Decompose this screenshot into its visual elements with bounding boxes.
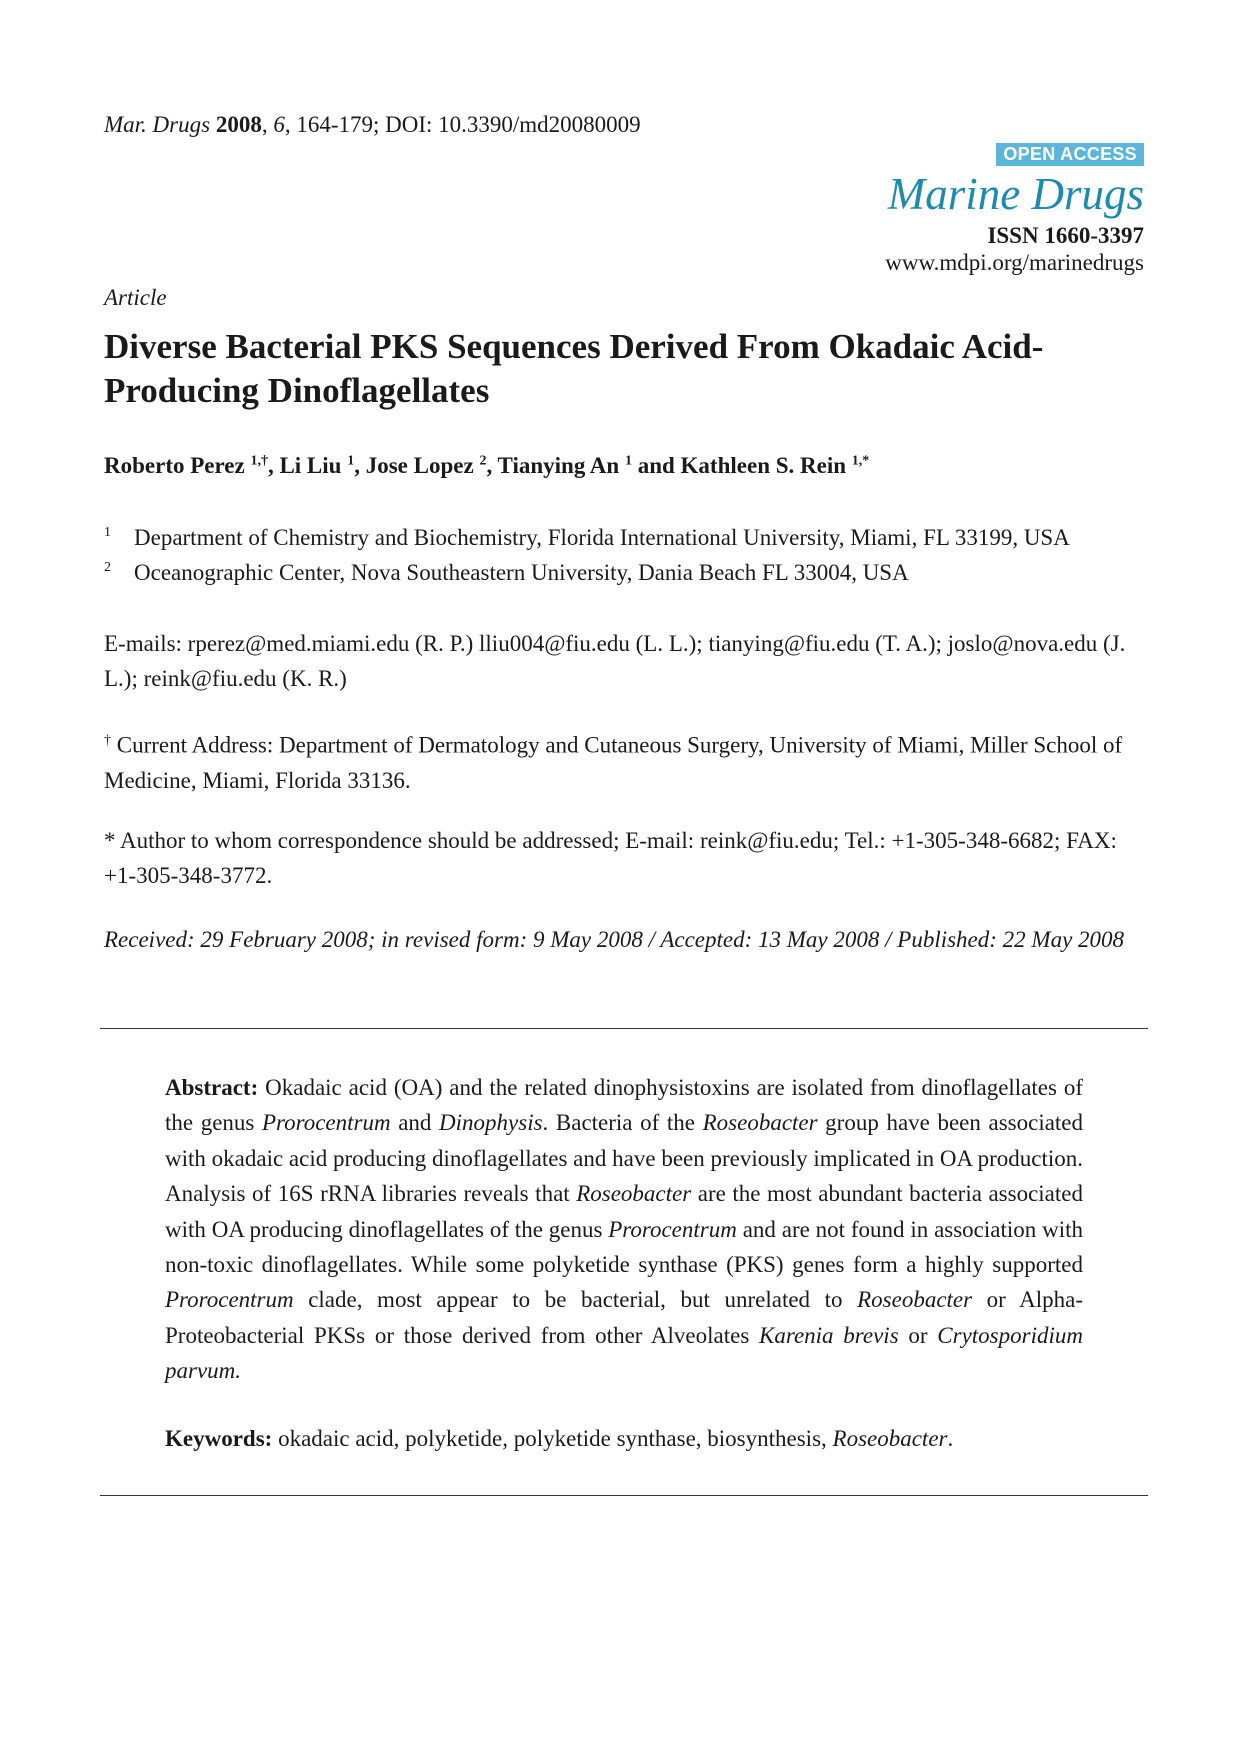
keywords-text: okadaic acid, polyketide, polyketide synthase, biosynthesis, bbox=[272, 1426, 833, 1451]
publication-dates: Received: 29 February 2008; in revised form: 9 May 2008 / Accepted: 13 May 2008 / Published: 22 May 2008 bbox=[104, 927, 1125, 952]
author-name: Jose Lopez bbox=[365, 453, 474, 478]
citation-rest: , 164-179; DOI: 10.3390/md20080009 bbox=[284, 112, 641, 137]
keywords bbox=[165, 1426, 1083, 1452]
abstract-text: . Bacteria of the bbox=[542, 1110, 703, 1136]
abstract-text: clade, most appear to be bacterial, but unrelated to bbox=[293, 1287, 858, 1313]
abstract-italic: Prorocentrum bbox=[165, 1287, 294, 1313]
emails: E-mails: rperez@med.miami.edu (R. P.) lliu004@fiu.edu (L. L.); tianying@fiu.edu (T. A.); joslo@nova.edu (J. L.); reink@fiu.edu (K. R.) bbox=[104, 631, 1126, 691]
citation-line: Mar. Drugs 2008, 6, 164-179; DOI: 10.3390/md20080009 bbox=[104, 112, 641, 137]
abstract bbox=[165, 1070, 1083, 1389]
abstract-italic: Roseobacter bbox=[857, 1287, 973, 1313]
paper-title: Diverse Bacterial PKS Sequences Derived From Okadaic Acid-Producing Dinoflagellates bbox=[104, 327, 1044, 410]
abstract-text: and are not found in association with non-toxic dinoflagellates. While some polyketide synthase (PKS) genes form a highly supported bbox=[165, 1216, 1083, 1278]
current-address bbox=[104, 723, 1144, 798]
author-list: Roberto Perez $^{1,\dagger}$, Li Liu $^1$, Jose Lopez $^2$, Tianying An $^1$ and Kathleen S. Rein $^{1,*}$ bbox=[104, 453, 870, 478]
abstract-text: group have been associated with okadaic acid producing dinoflagellates and have been previously implicated in OA production. Analysis of 16S rRNA libraries reveals that bbox=[165, 1110, 1084, 1207]
article-type: Article bbox=[104, 285, 167, 310]
abstract-text: or bbox=[898, 1322, 938, 1348]
affiliation-1 bbox=[104, 525, 1144, 551]
issn: ISSN 1660-3397 bbox=[987, 223, 1144, 248]
abstract-italic: Roseobacter bbox=[576, 1181, 692, 1207]
author-name: Roberto Perez bbox=[104, 453, 245, 478]
keywords-end: . bbox=[947, 1426, 954, 1451]
citation-year: 2008 bbox=[215, 112, 262, 137]
abstract-text: are the most abundant bacteria associated with OA producing dinoflagellates of the genus bbox=[165, 1181, 1083, 1242]
author-name: Tianying An bbox=[497, 453, 620, 478]
affiliation-number: 2 bbox=[104, 560, 111, 576]
affiliation-number: 1 bbox=[104, 525, 111, 541]
abstract-italic: Karenia brevis bbox=[759, 1322, 899, 1348]
author-affil-mark: 1 bbox=[347, 453, 355, 469]
citation-journal: Mar. Drugs bbox=[104, 112, 211, 137]
abstract-italic: Crytosporidium parvum. bbox=[165, 1322, 1083, 1384]
abstract-italic: Prorocentrum bbox=[608, 1216, 737, 1242]
abstract-italic: Roseobacter bbox=[702, 1110, 818, 1136]
author-affil-mark: 1 bbox=[624, 453, 632, 469]
abstract-text: or Alpha-Proteobacterial PKSs or those derived from other Alveolates bbox=[165, 1287, 1084, 1348]
abstract-text: and bbox=[390, 1110, 440, 1136]
abstract-italic: Prorocentrum bbox=[261, 1110, 391, 1136]
open-access-badge: OPEN ACCESS bbox=[996, 143, 1144, 166]
dagger-mark: † bbox=[104, 733, 111, 748]
abstract-italic: Dinophysis bbox=[439, 1110, 543, 1136]
journal-url[interactable]: www.mdpi.org/marinedrugs bbox=[885, 250, 1144, 275]
keywords-italic: Roseobacter bbox=[832, 1426, 948, 1451]
author-affil-mark: 1,† bbox=[250, 453, 268, 469]
keywords-label: Keywords: bbox=[165, 1426, 273, 1451]
author-name: Li Liu bbox=[279, 453, 342, 478]
affiliation-text: Department of Chemistry and Biochemistry, Florida International University, Miami, FL 33199, USA bbox=[134, 525, 1070, 550]
author-affil-mark: 2 bbox=[479, 453, 487, 469]
author-name: Kathleen S. Rein bbox=[680, 453, 847, 478]
abstract-label: Abstract: bbox=[165, 1075, 259, 1100]
correspondence: * Author to whom correspondence should be addressed; E-mail: reink@fiu.edu; Tel.: +1-305-348-6682; FAX: +1-305-348-3772. bbox=[104, 828, 1117, 888]
affiliation-text: Oceanographic Center, Nova Southeastern University, Dania Beach FL 33004, USA bbox=[134, 560, 909, 585]
divider-top bbox=[100, 1028, 1148, 1029]
author-affil-mark: 1,* bbox=[851, 453, 870, 469]
journal-name: Marine Drugs bbox=[887, 169, 1144, 219]
affiliation-2 bbox=[104, 560, 1144, 586]
divider-bottom bbox=[100, 1495, 1148, 1496]
citation-volume: 6 bbox=[273, 112, 285, 137]
abstract-text: Okadaic acid (OA) and the related dinophysistoxins are isolated from dinoflagellates of the genus bbox=[165, 1075, 1083, 1136]
current-address-text: Current Address: Department of Dermatology and Cutaneous Surgery, University of Miami, Miller School of Medicine, Miami, Florida 33136. bbox=[104, 732, 1123, 793]
